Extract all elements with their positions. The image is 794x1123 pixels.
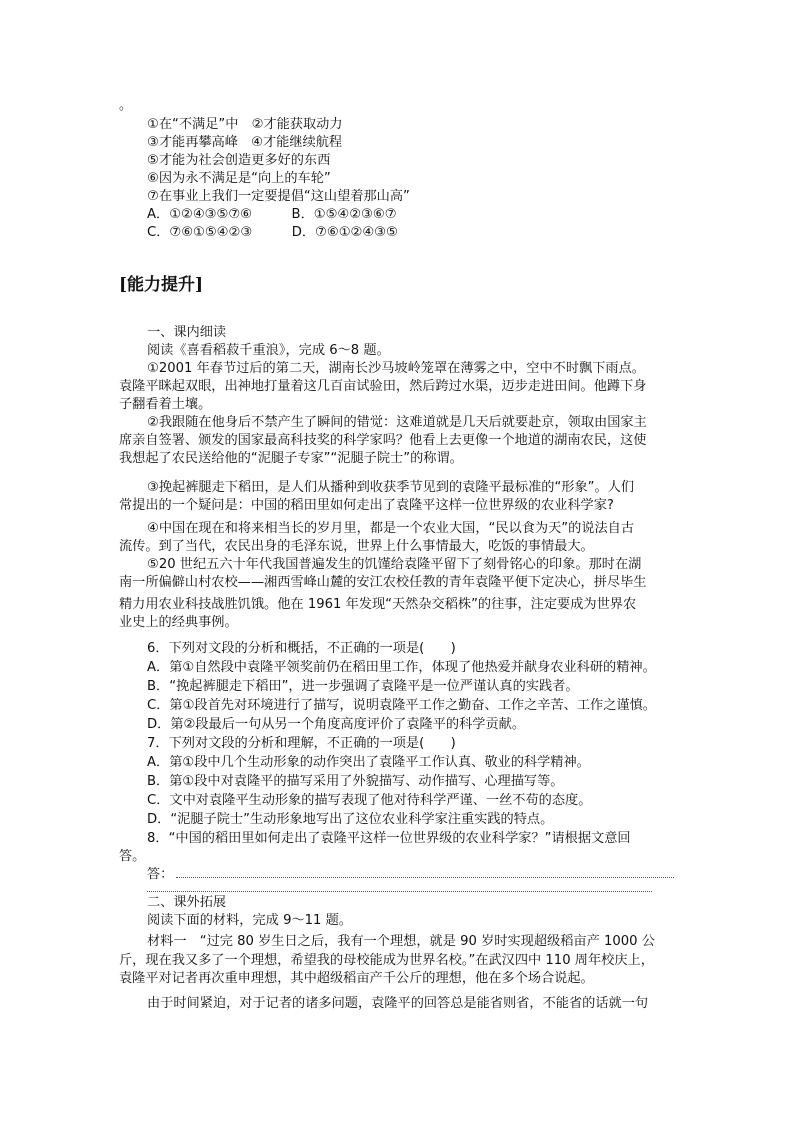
q5-answer-ab: A．①②④③⑤⑦⑥ B．①⑤④②③⑥⑦	[147, 207, 397, 222]
q5-option-line: ⑦在事业上我们一定要提倡“这山望着那山高”	[147, 189, 410, 204]
subsection-title: 一、课内细读	[147, 325, 227, 340]
paragraph-line: 业史上的经典事例。	[119, 615, 238, 630]
paragraph-line: 斤，现在我又多了一个理想，希望我的母校能成为世界名校。”在武汉四中 110 周年校庆上，	[119, 953, 654, 968]
paragraph-line: 常提出的一个疑问是：中国的稻田里如何走出了袁隆平这样一位世界级的农业科学家?	[119, 498, 614, 513]
question-8-cont: 答。	[119, 849, 146, 864]
answer-line[interactable]	[147, 891, 652, 892]
paragraph-line: 我想起了农民送给他的“泥腿子专家”“泥腿子院士”的称谓。	[119, 451, 463, 466]
paragraph-line: 席亲自签署、颁发的国家最高科技奖的科学家吗？他看上去更像一个地道的湖南农民，这使	[119, 433, 647, 448]
paragraph-line: 精力用农业科技战胜饥饿。他在 1961 年发现“天然杂交稻株”的往事，注定要成为世界农	[119, 597, 637, 612]
subsection-title: 二、课外拓展	[147, 895, 227, 910]
paragraph-line: ②我跟随在他身后不禁产生了瞬间的错觉：这难道就是几天后就要赴京，领取由国家主	[147, 415, 647, 430]
section-heading: [能力提升]	[119, 275, 204, 295]
paragraph-line: 材料一 “过完 80 岁生日之后，我有一个理想，就是 90 岁时实现超级稻亩产 1000 公	[147, 934, 655, 949]
instruction-line: 阅读下面的材料，完成 9～11 题。	[147, 913, 352, 928]
paragraph-line: 袁隆平眯起双眼，出神地打量着这几百亩试验田，然后跨过水渠，迈步走进田间。他蹲下身	[119, 379, 647, 394]
q6-option-d: D．第②段最后一句从另一个角度高度评价了袁隆平的科学贡献。	[147, 717, 526, 732]
paragraph-line: 子翻看着土壤。	[119, 397, 212, 412]
q5-option-line: ⑤才能为社会创造更多好的东西	[147, 153, 331, 168]
question-6: 6．下列对文段的分析和概括，不正确的一项是( )	[147, 641, 456, 656]
q5-answer-cd: C．⑦⑥①⑤④②③ D．⑦⑥①②④③⑤	[147, 225, 398, 240]
q7-option-b: B．第①段中对袁隆平的描写采用了外貌描写、动作描写、心理描写等。	[147, 774, 564, 789]
q6-option-c: C．第①段首先对环境进行了描写，说明袁隆平工作之勤奋、工作之辛苦、工作之谨慎。	[147, 698, 656, 713]
paragraph-line: 流传。到了当代，农民出身的毛泽东说，世界上什么事情最大，吃饭的事情最大。	[119, 539, 594, 554]
paragraph-line: ⑤20 世纪五六十年代我国普遍发生的饥馑给袁隆平留下了刻骨铭心的印象。那时在湖	[147, 557, 642, 572]
paragraph-line: ④中国在现在和将来相当长的岁月里，都是一个农业大国，“民以食为天”的说法自古	[147, 521, 635, 536]
q7-option-c: C．文中对袁隆平生动形象的描写表现了他对待科学严谨、一丝不苟的态度。	[147, 793, 592, 808]
q5-option-line: ③才能再攀高峰 ④才能继续航程	[147, 135, 343, 150]
question-8: 8．“中国的稻田里如何走出了袁隆平这样一位世界级的农业科学家？”请根据文意回	[147, 831, 631, 846]
paragraph-line: 袁隆平对记者再次重申理想，其中超级稻亩产千公斤的理想，他在多个场合说起。	[119, 971, 594, 986]
top-mark: 。	[119, 98, 133, 113]
question-7: 7．下列对文段的分析和理解，不正确的一项是( )	[147, 736, 456, 751]
instruction-line: 阅读《喜看稻菽千重浪》，完成 6～8 题。	[147, 343, 390, 358]
q6-option-b: B．“挽起裤腿走下稻田”，进一步强调了袁隆平是一位严谨认真的实践者。	[147, 679, 579, 694]
paragraph-line: ③挽起裤腿走下稻田，是人们从播种到收获季节见到的袁隆平最标准的“形象”。人们	[147, 480, 635, 495]
answer-line[interactable]	[176, 877, 674, 878]
paragraph-line: ①2001 年春节过后的第二天，湖南长沙马坡岭笼罩在薄雾之中，空中不时飘下雨点。	[147, 361, 645, 376]
q5-option-line: ①在“不满足”中 ②才能获取动力	[147, 117, 343, 132]
q5-option-line: ⑥因为永不满足是“向上的车轮”	[147, 171, 331, 186]
paragraph-line: 南一所偏僻山村农校——湘西雪峰山麓的安江农校任教的青年袁隆平便下定决心，拼尽毕生	[119, 575, 647, 590]
answer-label: 答：	[147, 867, 174, 882]
q6-option-a: A．第①自然段中袁隆平领奖前仍在稻田里工作，体现了他热爱并献身农业科研的精神。	[147, 660, 656, 675]
q7-option-d: D．“泥腿子院士”生动形象地写出了这位农业科学家注重实践的特点。	[147, 812, 554, 827]
q7-option-a: A．第①段中几个生动形象的动作突出了袁隆平工作认真、敬业的科学精神。	[147, 755, 590, 770]
paragraph-line: 由于时间紧迫，对于记者的诸多问题，袁隆平的回答总是能省则省，不能省的话就一句	[147, 996, 649, 1011]
